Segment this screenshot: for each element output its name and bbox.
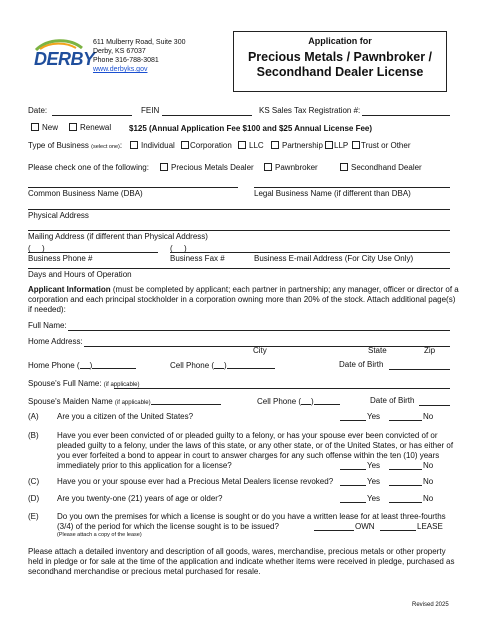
cell-phone-label: Cell Phone ( — [170, 361, 215, 370]
title-line1: Precious Metals / Pawnbroker / — [247, 50, 433, 64]
website-link[interactable]: www.derbyks.gov — [93, 66, 148, 73]
question-b-no: No — [423, 461, 434, 470]
spouse-dob-field[interactable] — [419, 405, 450, 406]
license-secondhand[interactable] — [340, 163, 422, 172]
business-email-field[interactable] — [254, 252, 450, 253]
business-phone-paren-close: ) — [42, 244, 45, 253]
question-a-no-field[interactable] — [389, 420, 422, 421]
address-line1: 611 Mulberry Road, Suite 300 — [93, 39, 186, 46]
home-phone-row — [28, 360, 136, 370]
derby-logo — [30, 36, 95, 72]
cell-phone-close: ) — [224, 361, 227, 370]
spouse-cell-close: ) — [311, 397, 314, 406]
spouse-maiden-note: (if applicable) — [114, 400, 151, 406]
question-b-no-field[interactable] — [389, 469, 422, 470]
full-name-field[interactable] — [68, 330, 450, 331]
title-line2: Secondhand Dealer License — [256, 65, 424, 79]
date-label: Date: — [28, 106, 48, 115]
precious-metals-label: Precious Metals Dealer — [171, 163, 254, 172]
llc-checkbox[interactable] — [238, 141, 246, 149]
title-subtitle: Application for — [308, 36, 372, 46]
spouse-maiden-row — [28, 396, 221, 406]
type-llc[interactable] — [238, 141, 264, 150]
physical-address-label: Physical Address — [28, 211, 89, 220]
business-phone-field[interactable] — [28, 252, 158, 253]
question-a-yes-field[interactable] — [340, 420, 366, 421]
fee-text: $125 (Annual Application Fee $100 and $25 Annual License Fee) — [129, 124, 373, 133]
spouse-maiden-field[interactable] — [151, 396, 221, 405]
legal-name-label: Legal Business Name (if different than DBA) — [254, 189, 411, 198]
business-type-note: (select one) — [91, 144, 120, 150]
question-e-line2: (3/4) of the period for which the license sought is to be issued? — [57, 522, 279, 531]
renewal-option[interactable] — [69, 123, 111, 132]
common-name-label: Common Business Name (DBA) — [28, 189, 143, 198]
new-checkbox[interactable] — [31, 123, 39, 131]
cell-phone-row — [170, 360, 275, 370]
spouse-cell-area-field[interactable] — [301, 396, 311, 405]
zip-label: Zip — [424, 346, 436, 355]
question-c-yes: Yes — [367, 477, 381, 486]
question-a-no: No — [423, 412, 434, 421]
business-email-label: Business E-mail Address (For City Use Only) — [254, 254, 414, 263]
city-label: City — [253, 346, 267, 355]
inventory-line1: Please attach a detailed inventory and description of all goods, wares, merchandise, precious metals or other property — [28, 547, 446, 556]
days-hours-field[interactable] — [28, 268, 450, 269]
precious-metals-checkbox[interactable] — [160, 163, 168, 171]
legal-name-field[interactable] — [254, 187, 450, 188]
state-label: State — [368, 346, 387, 355]
applicant-intro-line2: corporation and each principal stockholder in a corporation owning more than 20% of the stock. Attach additional page(s) — [28, 295, 456, 304]
question-a-letter: (A) — [28, 412, 39, 421]
question-b-yes: Yes — [367, 461, 381, 470]
question-d-letter: (D) — [28, 494, 40, 503]
llp-checkbox[interactable] — [325, 141, 333, 149]
question-e-line1: Do you own the premises for which a license is sought or do you have a written lease for at least three-fourths — [57, 512, 446, 521]
question-e-own: OWN — [355, 522, 375, 531]
dob-label: Date of Birth — [339, 360, 384, 369]
individual-label: Individual — [141, 141, 175, 150]
question-c-letter: (C) — [28, 477, 40, 486]
question-d-no-field[interactable] — [389, 502, 422, 503]
partnership-checkbox[interactable] — [271, 141, 279, 149]
question-d-no: No — [423, 494, 434, 503]
question-d-yes-field[interactable] — [340, 502, 366, 503]
llc-label: LLC — [249, 141, 264, 150]
question-b-line3: you ever forfeited a bond to appear in court to answer charges for any such offense within the ten (10) years — [57, 451, 440, 460]
question-b-letter: (B) — [28, 431, 39, 440]
secondhand-checkbox[interactable] — [340, 163, 348, 171]
trust-label: Trust or Other — [361, 141, 411, 150]
question-b-text — [57, 431, 453, 471]
applicant-intro-line3: if needed): — [28, 305, 66, 314]
mailing-address-label: Mailing Address (if different than Physical Address) — [28, 232, 208, 241]
pawnbroker-checkbox[interactable] — [264, 163, 272, 171]
home-phone-close: ) — [89, 361, 93, 370]
type-llp[interactable] — [325, 141, 348, 150]
city-address — [93, 38, 185, 74]
corporation-label: Corporation — [190, 141, 232, 150]
ks-tax-field[interactable] — [362, 115, 450, 116]
inventory-paragraph — [28, 547, 454, 577]
address-line2: Derby, KS 67037 — [93, 48, 146, 55]
question-a-text: Are you a citizen of the United States? — [57, 412, 194, 421]
question-c-yes-field[interactable] — [340, 485, 366, 486]
question-e-text — [57, 512, 446, 532]
fein-field[interactable] — [162, 115, 252, 116]
question-d-text: Are you twenty-one (21) years of age or older? — [57, 494, 223, 503]
cell-phone-area-field[interactable] — [214, 360, 224, 369]
ks-tax-label: KS Sales Tax Registration #: — [259, 106, 361, 115]
question-c-no-field[interactable] — [389, 485, 422, 486]
question-b-line1: Have you ever been convicted of or pleaded guilty to a felony, or has your spouse ever been convicted of or — [57, 431, 438, 440]
phone-line: Phone 316-788-3081 — [93, 57, 159, 64]
spouse-dob-label: Date of Birth — [370, 396, 415, 405]
spouse-name-row — [28, 379, 139, 388]
individual-checkbox[interactable] — [130, 141, 138, 149]
question-e-letter: (E) — [28, 512, 39, 521]
cell-phone-field[interactable] — [227, 360, 275, 369]
mailing-address-field[interactable] — [28, 230, 450, 231]
applicant-heading: Applicant Information — [28, 285, 111, 294]
license-pawnbroker[interactable] — [264, 163, 318, 172]
home-phone-area-field[interactable] — [80, 360, 90, 369]
type-corporation[interactable] — [181, 141, 232, 150]
question-e-lease-field[interactable] — [380, 530, 416, 531]
home-address-field[interactable] — [84, 346, 450, 347]
spouse-cell-row — [257, 396, 340, 406]
spouse-name-label: Spouse's Full Name: — [28, 379, 102, 388]
question-e-lease: LEASE — [417, 522, 443, 531]
business-type-colon: : — [119, 141, 123, 150]
secondhand-label: Secondhand Dealer — [351, 163, 422, 172]
fein-label: FEIN — [141, 106, 160, 115]
business-type-label: Type of Business — [28, 141, 89, 150]
type-trust[interactable] — [352, 141, 411, 150]
question-b-line2: pleaded guilty to a felony, under the laws of this state, or any other state, or of the United States, or has either of — [57, 441, 454, 450]
business-phone-paren-open: ( — [28, 244, 31, 253]
llp-label: LLP — [334, 141, 349, 150]
pawnbroker-label: Pawnbroker — [275, 163, 318, 172]
business-fax-paren-close: ) — [184, 244, 187, 253]
type-individual[interactable] — [130, 141, 175, 150]
question-b-yes-field[interactable] — [340, 469, 366, 470]
renewal-label: Renewal — [80, 123, 112, 132]
logo-text: DERBY — [34, 49, 95, 69]
common-name-field[interactable] — [28, 187, 238, 188]
applicant-intro-line1: (must be completed by applicant; each partner in partnership; any manager, officer or director of a — [110, 285, 459, 294]
business-fax-label: Business Fax # — [170, 254, 225, 263]
home-address-label: Home Address: — [28, 337, 83, 346]
new-option[interactable] — [31, 123, 58, 132]
physical-address-field[interactable] — [28, 209, 450, 210]
spouse-name-field[interactable] — [114, 388, 450, 389]
attach-lease-note: (Please attach a copy of the lease) — [57, 532, 142, 538]
days-hours-label: Days and Hours of Operation — [28, 270, 132, 279]
spouse-name-note: (if applicable) — [103, 382, 140, 388]
question-a-yes: Yes — [367, 412, 381, 421]
type-partnership[interactable] — [271, 141, 323, 150]
license-precious-metals[interactable] — [160, 163, 254, 172]
inventory-line2: held in pledge or for sale at the time of the application and indicate whether items were received in pledge, purchased as — [28, 557, 455, 566]
question-c-text: Have you or your spouse ever had a Precious Metal Dealers license revoked? — [57, 477, 334, 486]
applicant-intro — [28, 285, 458, 315]
title-box — [233, 31, 447, 92]
question-d-yes: Yes — [367, 494, 381, 503]
date-field[interactable] — [52, 115, 132, 116]
business-type-row — [28, 141, 122, 150]
inventory-line3: secondhand merchandise or precious metal purchased for resale. — [28, 567, 261, 576]
home-phone-field[interactable] — [89, 360, 136, 370]
question-b-line4: immediately prior to this application for a license? — [57, 461, 232, 470]
spouse-cell-label: Cell Phone ( — [257, 397, 302, 406]
question-c-no: No — [423, 477, 434, 486]
spouse-cell-field[interactable] — [314, 396, 340, 405]
new-label: New — [42, 123, 59, 132]
revised-note: Revised 2025 — [412, 602, 449, 608]
business-phone-label: Business Phone # — [28, 254, 93, 263]
trust-checkbox[interactable] — [352, 141, 360, 149]
partnership-label: Partnership — [282, 141, 323, 150]
home-phone-label: Home Phone ( — [28, 361, 80, 370]
dob-field[interactable] — [389, 369, 450, 370]
spouse-maiden-label: Spouse's Maiden Name — [28, 397, 113, 406]
business-fax-paren-open: ( — [170, 244, 173, 253]
full-name-label: Full Name: — [28, 321, 67, 330]
corporation-checkbox[interactable] — [181, 141, 189, 149]
renewal-checkbox[interactable] — [69, 123, 77, 131]
question-e-own-field[interactable] — [314, 530, 354, 531]
license-check-label: Please check one of the following: — [28, 163, 149, 172]
